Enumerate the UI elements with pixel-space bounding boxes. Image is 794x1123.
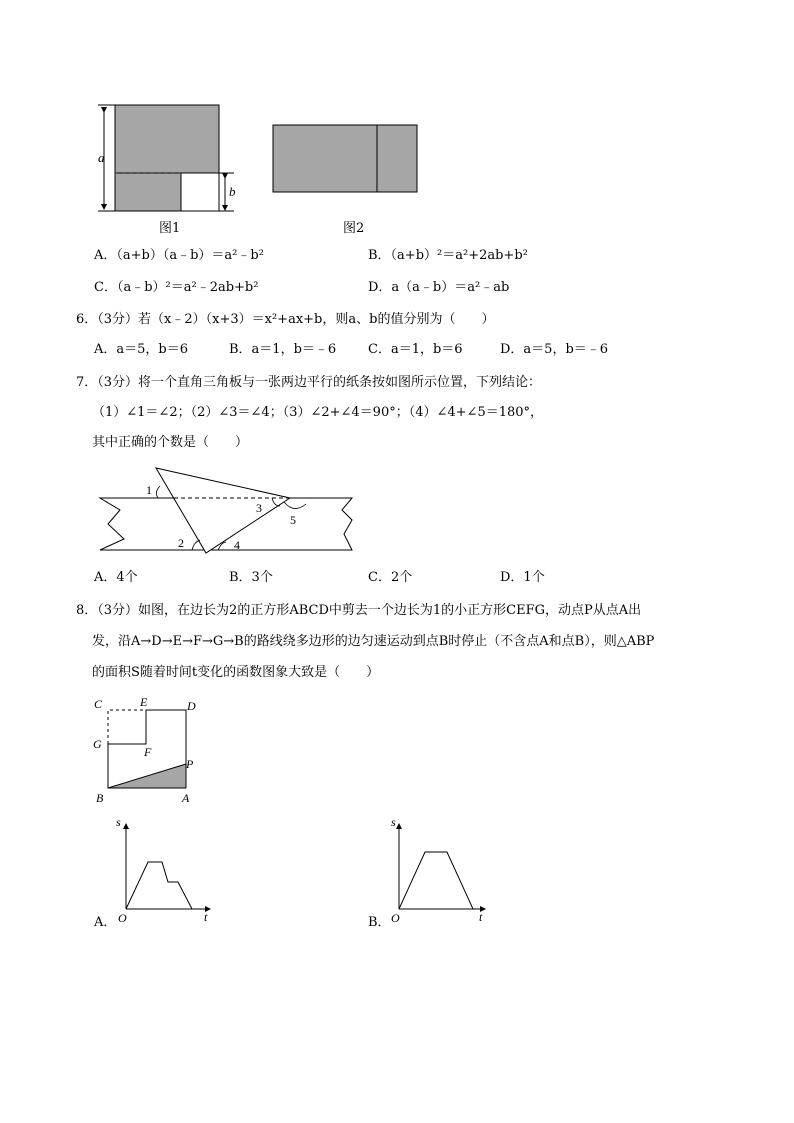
q8-graph-b[interactable]: [385, 812, 495, 924]
angle-3: 3: [256, 501, 262, 515]
label-b: b: [229, 184, 236, 199]
q5-option-c[interactable]: C．（a﹣b）²＝a²﹣2ab+b²: [94, 280, 259, 295]
q7-option-b[interactable]: B．3个: [229, 570, 273, 585]
label-a: a: [98, 150, 105, 165]
q8-line-2: 发，沿A→D→E→F→G→B的路线绕多边形的边匀速运动到点B时停止（不含点A和点B），则△ABP: [92, 634, 655, 649]
q7-question: 其中正确的个数是（ ）: [92, 435, 249, 450]
right-triangle: [156, 468, 290, 553]
graph-a-curve: [126, 862, 192, 909]
angle-2: 2: [178, 536, 184, 550]
q6-stem: 6．（3分）若（x﹣2）（x+3）＝x²+ax+b，则a、b的值分别为（ ）: [76, 312, 495, 327]
label-D: D: [187, 699, 196, 713]
fig2-caption: 图2: [343, 221, 365, 236]
label-P: P: [186, 757, 194, 771]
rect-right: [377, 125, 417, 192]
rect-left: [273, 125, 377, 192]
q8-option-b[interactable]: B．: [368, 915, 391, 930]
q8-line-1: 8．（3分）如图，在边长为2的正方形ABCD中剪去一个边长为1的小正方形CEFG，动点P从点A出: [76, 603, 642, 618]
q8-line-3: 的面积S随着时间t变化的函数图象大致是（ ）: [92, 665, 380, 680]
q7-conclusions: （1）∠1＝∠2；（2）∠3＝∠4；（3）∠2+∠4＝90°；（4）∠4+∠5＝180°，: [92, 405, 544, 420]
q7-option-c[interactable]: C．2个: [368, 570, 413, 585]
axis-s: s: [116, 815, 121, 829]
origin-o: O: [391, 911, 400, 924]
q8-graph-a[interactable]: [110, 812, 220, 924]
label-C: C: [94, 697, 103, 711]
angle-4: 4: [234, 538, 240, 552]
angle-1: 1: [146, 483, 152, 497]
label-F: F: [144, 745, 152, 759]
q5-figure-2: [268, 120, 423, 198]
q5-figure-1: [92, 100, 252, 235]
lower-left-shaded: [115, 173, 181, 211]
angle-5: 5: [290, 513, 296, 527]
q7-option-d[interactable]: D．1个: [500, 570, 545, 585]
label-E: E: [140, 695, 148, 709]
q8-square-figure: [90, 692, 210, 807]
q8-option-a[interactable]: A．: [94, 915, 117, 930]
q6-option-b[interactable]: B．a＝1，b＝﹣6: [229, 342, 337, 357]
label-A: A: [182, 791, 190, 805]
fig1-caption: 图1: [159, 221, 181, 236]
q5-option-b[interactable]: B．（a+b）²＝a²+2ab+b²: [368, 248, 528, 263]
q5-option-d[interactable]: D．a（a﹣b）＝a²﹣ab: [368, 280, 510, 295]
q6-option-d[interactable]: D．a＝5，b＝﹣6: [500, 342, 609, 357]
label-G: G: [93, 737, 102, 751]
origin-o: O: [118, 911, 127, 924]
q6-option-a[interactable]: A．a＝5，b＝6: [94, 342, 189, 357]
q7-figure: [94, 462, 360, 562]
small-square-cut: [181, 173, 219, 211]
label-B: B: [96, 791, 104, 805]
graph-b-curve: [399, 852, 473, 909]
axis-s: s: [391, 815, 396, 829]
q7-stem: 7．（3分）将一个直角三角板与一张两边平行的纸条按如图所示位置，下列结论：: [76, 375, 542, 390]
q6-option-c[interactable]: C．a＝1，b＝6: [368, 342, 463, 357]
q5-option-a[interactable]: A．（a+b）（a﹣b）＝a²﹣b²: [94, 248, 264, 263]
axis-t: t: [479, 910, 483, 924]
axis-t: t: [204, 910, 208, 924]
big-square-shaded: [115, 105, 219, 173]
q7-option-a[interactable]: A．4个: [94, 570, 138, 585]
